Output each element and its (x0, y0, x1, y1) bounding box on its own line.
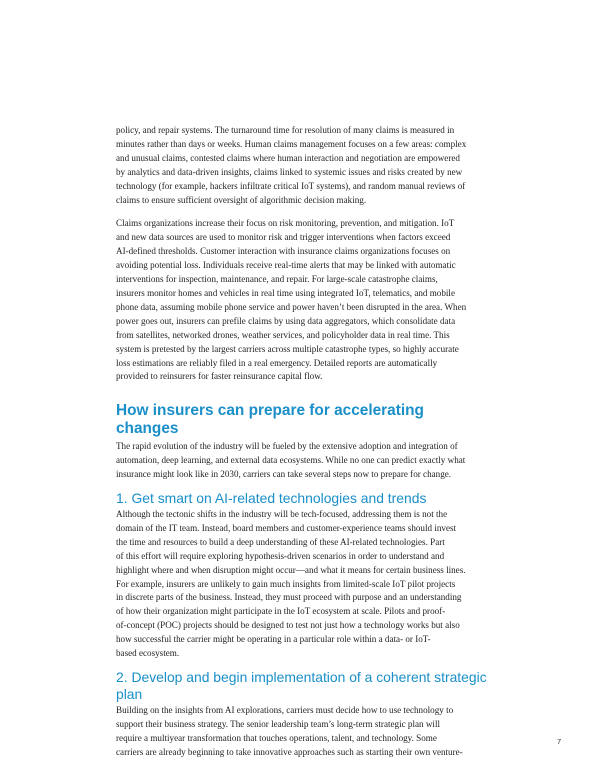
paragraph-get-smart (116, 508, 490, 661)
text-line: by analytics and data-driven insights, claims linked to systemic issues and risks created by new (116, 166, 463, 177)
text-line: Claims organizations increase their focus on risk monitoring, prevention, and mitigation. IoT (116, 218, 455, 229)
paragraph-strategic-plan (116, 704, 490, 760)
text-line: technology (for example, hackers infiltrate critical IoT systems), and random manual reviews of (116, 180, 466, 191)
text-line: claims to ensure sufficient oversight of algorithmic decision making. (116, 194, 367, 205)
article-body (116, 124, 490, 760)
text-line: how successful the carrier might be operating in a particular role within a data- or IoT- (116, 634, 431, 645)
paragraph-risk-monitoring (116, 217, 490, 384)
text-line: domain of the IT team. Instead, board members and customer-experience teams should invest (116, 522, 457, 533)
text-line: support their business strategy. The senior leadership team’s long-term strategic plan will (116, 718, 441, 729)
text-line: and new data sources are used to monitor risk and trigger interventions when factors exceed (116, 232, 451, 243)
text-line: policy, and repair systems. The turnaround time for resolution of many claims is measured in (116, 125, 455, 135)
page-number: 7 (557, 737, 562, 746)
paragraph-claims-management (116, 124, 490, 207)
text-line: insurance might look like in 2030, carriers can take several steps now to prepare for change. (116, 469, 452, 480)
text-line: phone data, assuming mobile phone service and power haven’t been disrupted in the area. When (116, 301, 467, 312)
text-line: The rapid evolution of the industry will be fueled by the extensive adoption and integration of (116, 441, 458, 452)
paragraph-intro (116, 440, 490, 482)
text-line: carriers are already beginning to take innovative approaches such as starting their own venture- (116, 746, 463, 757)
text-line: of-concept (POC) projects should be designed to test not just how a technology works but also (116, 620, 460, 631)
text-line: insurers monitor homes and vehicles in real time using integrated IoT, telematics, and mobile (116, 287, 455, 298)
text-line: highlight where and when disruption might occur—and what it means for certain business lines. (116, 564, 466, 575)
text-line: interventions for inspection, maintenance, and repair. For large-scale catastrophe claims, (116, 274, 438, 285)
text-line: and unusual claims, contested claims where human interaction and negotiation are empowered (116, 152, 460, 163)
text-line: the time and resources to build a deep understanding of these AI-related technologies. Part (116, 536, 445, 547)
text-line: provided to reinsurers for faster reinsurance capital flow. (116, 371, 323, 382)
section-heading: How insurers can prepare for accelerating changes (116, 402, 424, 438)
text-line: avoiding potential loss. Individuals receive real-time alerts that may be linked with automatic (116, 260, 456, 271)
text-line: based ecosystem. (116, 648, 180, 659)
subheading-get-smart: 1. Get smart on AI-related technologies and trends (116, 490, 427, 507)
text-line: of this effort will require exploring hypothesis-driven scenarios in order to understand and (116, 550, 445, 561)
text-line: Building on the insights from AI explorations, carriers must decide how to use technology to (116, 705, 454, 715)
text-line: in discrete parts of the business. Instead, they must proceed with purpose and an understanding (116, 592, 462, 603)
text-line: from satellites, networked drones, weather services, and policyholder data in real time. This (116, 329, 450, 340)
subheading-strategic-plan: 2. Develop and begin implementation of a coherent strategic plan (116, 669, 487, 702)
text-line: of how their organization might participate in the IoT ecosystem at scale. Pilots and proof- (116, 606, 446, 617)
text-line: require a multiyear transformation that touches operations, talent, and technology. Some (116, 732, 437, 743)
text-line: AI-defined thresholds. Customer interaction with insurance claims organizations focuses on (116, 246, 451, 257)
text-line: power goes out, insurers can prefile claims by using data aggregators, which consolidate data (116, 315, 456, 326)
text-line: system is pretested by the largest carriers across multiple catastrophe types, so highly accurate (116, 343, 459, 354)
text-line: loss estimations are reliably filed in a real emergency. Detailed reports are automatically (116, 357, 438, 368)
text-line: automation, deep learning, and external data ecosystems. While no one can predict exactly what (116, 455, 466, 466)
text-line: For example, insurers are unlikely to gain much insights from limited-scale IoT pilot projects (116, 578, 456, 589)
text-line: minutes rather than days or weeks. Human claims management focuses on a few areas: complex (116, 138, 467, 149)
text-line: Although the tectonic shifts in the industry will be tech-focused, addressing them is not the (116, 509, 448, 520)
